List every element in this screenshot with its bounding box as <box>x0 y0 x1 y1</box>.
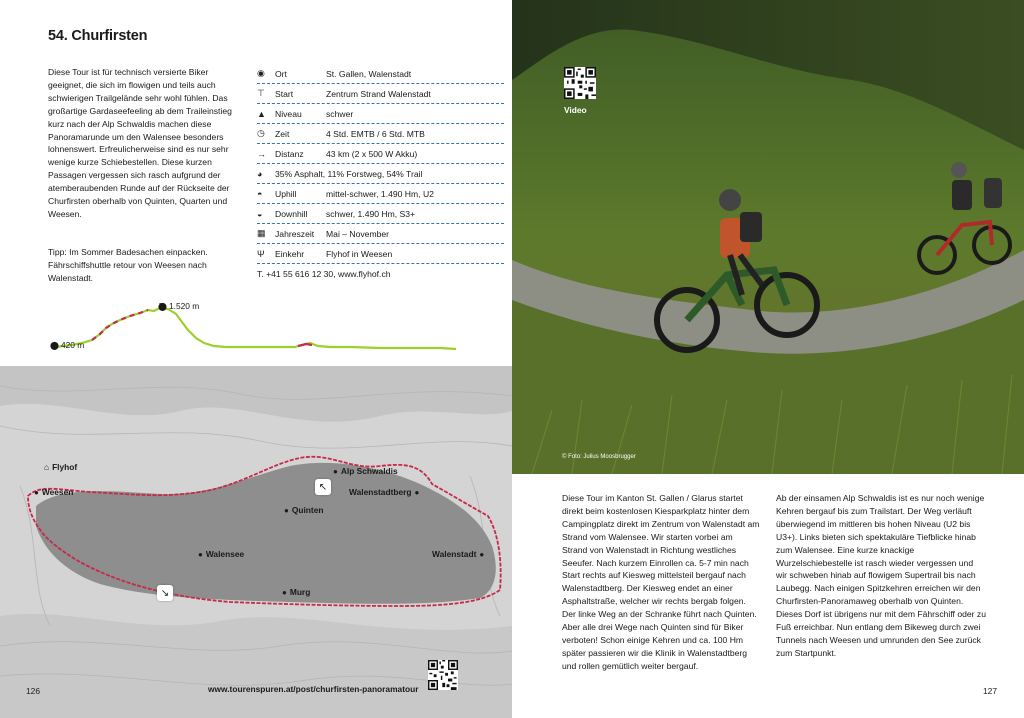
page-title: 54. Churfirsten <box>48 28 148 44</box>
direction-arrow-icon: ↘ <box>157 585 173 601</box>
info-row-downhill <box>257 204 504 224</box>
info-row-distanz <box>257 144 504 164</box>
info-value: 4 Std. EMTB / 6 Std. MTB <box>326 128 425 139</box>
map-label-flyhof: ⌂ Flyhof <box>44 462 78 472</box>
video-label: Video <box>564 105 587 115</box>
info-label: Niveau <box>275 108 302 119</box>
page-number: 127 <box>983 686 997 696</box>
contact-line: T. +41 55 616 12 30, www.flyhof.ch <box>257 269 391 279</box>
downhill-icon: ◒ <box>257 208 263 219</box>
tip-paragraph: Tipp: Im Sommer Badesachen einpacken. Fährschiffshuttle retour von Weesen nach Walenstadt. <box>48 247 208 283</box>
location-pin-icon: ● <box>282 587 287 597</box>
map-label-walenstadt: Walenstadt ● <box>432 549 485 559</box>
info-row-zeit <box>257 124 504 144</box>
arrow-right-icon: → <box>257 148 266 159</box>
info-value: St. Gallen, Walenstadt <box>326 68 412 79</box>
info-value: Flyhof in Weesen <box>326 248 393 259</box>
info-row-uphill <box>257 184 504 204</box>
mountain-icon: ▲ <box>257 108 266 119</box>
video-qr-code-icon <box>564 67 596 99</box>
info-value: schwer, 1.490 Hm, S3+ <box>326 208 416 219</box>
info-label: Zeit <box>275 128 290 139</box>
info-row-niveau <box>257 104 504 124</box>
map-label-alp-schwaldis: ● Alp Schwaldis <box>333 466 398 476</box>
info-label: Distanz <box>275 148 304 159</box>
info-row-jahreszeit <box>257 224 504 244</box>
info-value: Mai – November <box>326 228 390 239</box>
description-column-2: Ab der einsamen Alp Schwaldis ist es nur noch wenige Kehren bergauf bis zum Trailstart. Der Weg verläuft überwiegend im mittleren bis hohen Niveau (U2 bis U3+). Links bieten sich spektakuläre Tiefblicke hinab zum Walensee. Eine kurze knackige Wurzelschiebestelle ist rasch wieder vergessen und wir schweben hinab auf flowigem Supertrail bis nach Laubegg. Nach einigen Spitzkehren erreichen wir den Churfirsten-Panoramaweg oberhalb von Quinten. Dieses Dorf ist übrigens nur mit dem Fährschiff oder zu Fuß erreichbar. Nun entlang dem Bikeweg durch zwei Tunnels nach Weesen und umrunden den See zurück zum Startpunkt. <box>776 493 986 658</box>
elevation-profile-graphic <box>40 296 470 358</box>
pie-icon: ◕ <box>257 168 263 179</box>
info-value: 43 km (2 x 500 W Akku) <box>326 148 418 159</box>
uphill-icon: ◓ <box>257 188 263 199</box>
info-row-start <box>257 84 504 104</box>
cutlery-icon: Ψ <box>257 248 265 259</box>
info-label: Start <box>275 88 294 99</box>
map-label-quinten: ● Quinten <box>284 505 324 515</box>
info-value: Zentrum Strand Walenstadt <box>326 88 431 99</box>
info-label: Uphill <box>275 188 297 199</box>
location-pin-icon: ● <box>34 487 39 497</box>
location-pin-icon: ● <box>333 466 338 476</box>
map-label-murg: ● Murg <box>282 587 311 597</box>
info-label: Einkehr <box>275 248 305 259</box>
clock-icon: ◷ <box>257 128 265 138</box>
tour-info-table <box>257 64 504 284</box>
info-row-ort <box>257 64 504 84</box>
photo-credit: © Foto: Julius Moosbrugger <box>562 454 636 460</box>
info-value: mittel-schwer, 1.490 Hm, U2 <box>326 188 434 199</box>
info-label: Ort <box>275 68 287 79</box>
info-value: schwer <box>326 108 354 119</box>
qr-code-icon <box>428 660 458 690</box>
location-pin-icon: ● <box>198 549 203 559</box>
location-pin-icon: ⬤ <box>158 301 167 311</box>
intro-paragraph: Diese Tour ist für technisch versierte Biker geeignet, die sich im flowigen und teils auch schwierigen Trailgelände sehr wohl fühlen. Das großartige Gardaseefeeling ab dem Traileinstieg kurz nach der Alp Schwaldis machen diese Panoramarunde um den Walensee besonders lohnenswert. Erfreulicherweise sind es nur sehr wenige kurze Schiebestellen. Diese kurzen Passagen vergessen sich rasch aufgrund der atemberaubenden Runde auf der Rückseite der Churfirsten oberhalb von Quinten, Quarten und Weesen. <box>48 67 232 219</box>
map-label-weesen: ● Weesen <box>34 487 74 497</box>
home-icon: ⌂ <box>44 462 50 472</box>
info-label: Jahreszeit <box>275 228 315 239</box>
location-pin-icon: ● <box>284 505 289 515</box>
profile-max-label: ⬤ 1.520 m <box>158 301 200 311</box>
globe-icon: ◉ <box>257 68 265 78</box>
tour-url: www.tourenspuren.at/post/churfirsten-panoramatour <box>208 684 419 694</box>
signpost-icon: ⊤ <box>257 88 265 98</box>
map-label-walensee: ● Walensee <box>198 549 245 559</box>
info-row-einkehr <box>257 244 504 264</box>
info-value: 35% Asphalt, 11% Forstweg, 54% Trail <box>275 168 423 179</box>
right-page <box>512 0 1024 718</box>
description-column-1: Diese Tour im Kanton St. Gallen / Glarus startet direkt beim kostenlosen Kiesparkplatz hinter dem Campingplatz direkt im Zentrum von Walenstadt am Strand vom Walensee. Wir starten vorbei am Strand von Walenstadt in Richtung westliches Seeufer. Nach kurzem Einrollen ca. 5-7 min nach Start rechts auf Kiesweg mittelsteil bergauf nach Walenstadtberg. Der Kiesweg endet an einer Asphaltstraße, welcher wir rechts bergab folgen. Der linke Weg an der Schranke führt nach Quinten. Aber alle drei Wege nach Quinten sind für Biker verboten! Schon einige Kehren und ca. 100 Hm später passieren wir die Klinik in Walenstadtberg und rollen gemütlich weiter bergauf. <box>562 493 760 671</box>
info-row-surface <box>257 164 504 184</box>
map-label-walenstadtberg: Walenstadtberg ● <box>349 487 420 497</box>
page-number: 126 <box>26 686 40 696</box>
direction-arrow-icon: ↖ <box>315 479 331 495</box>
info-label: Downhill <box>275 208 308 219</box>
calendar-icon: ▦ <box>257 228 266 238</box>
location-pin-icon: ⬤ <box>50 340 59 350</box>
profile-min-label: ⬤ 420 m <box>50 340 85 350</box>
location-pin-icon: ● <box>414 487 420 497</box>
elevation-profile <box>40 296 470 358</box>
location-pin-icon: ● <box>479 549 485 559</box>
